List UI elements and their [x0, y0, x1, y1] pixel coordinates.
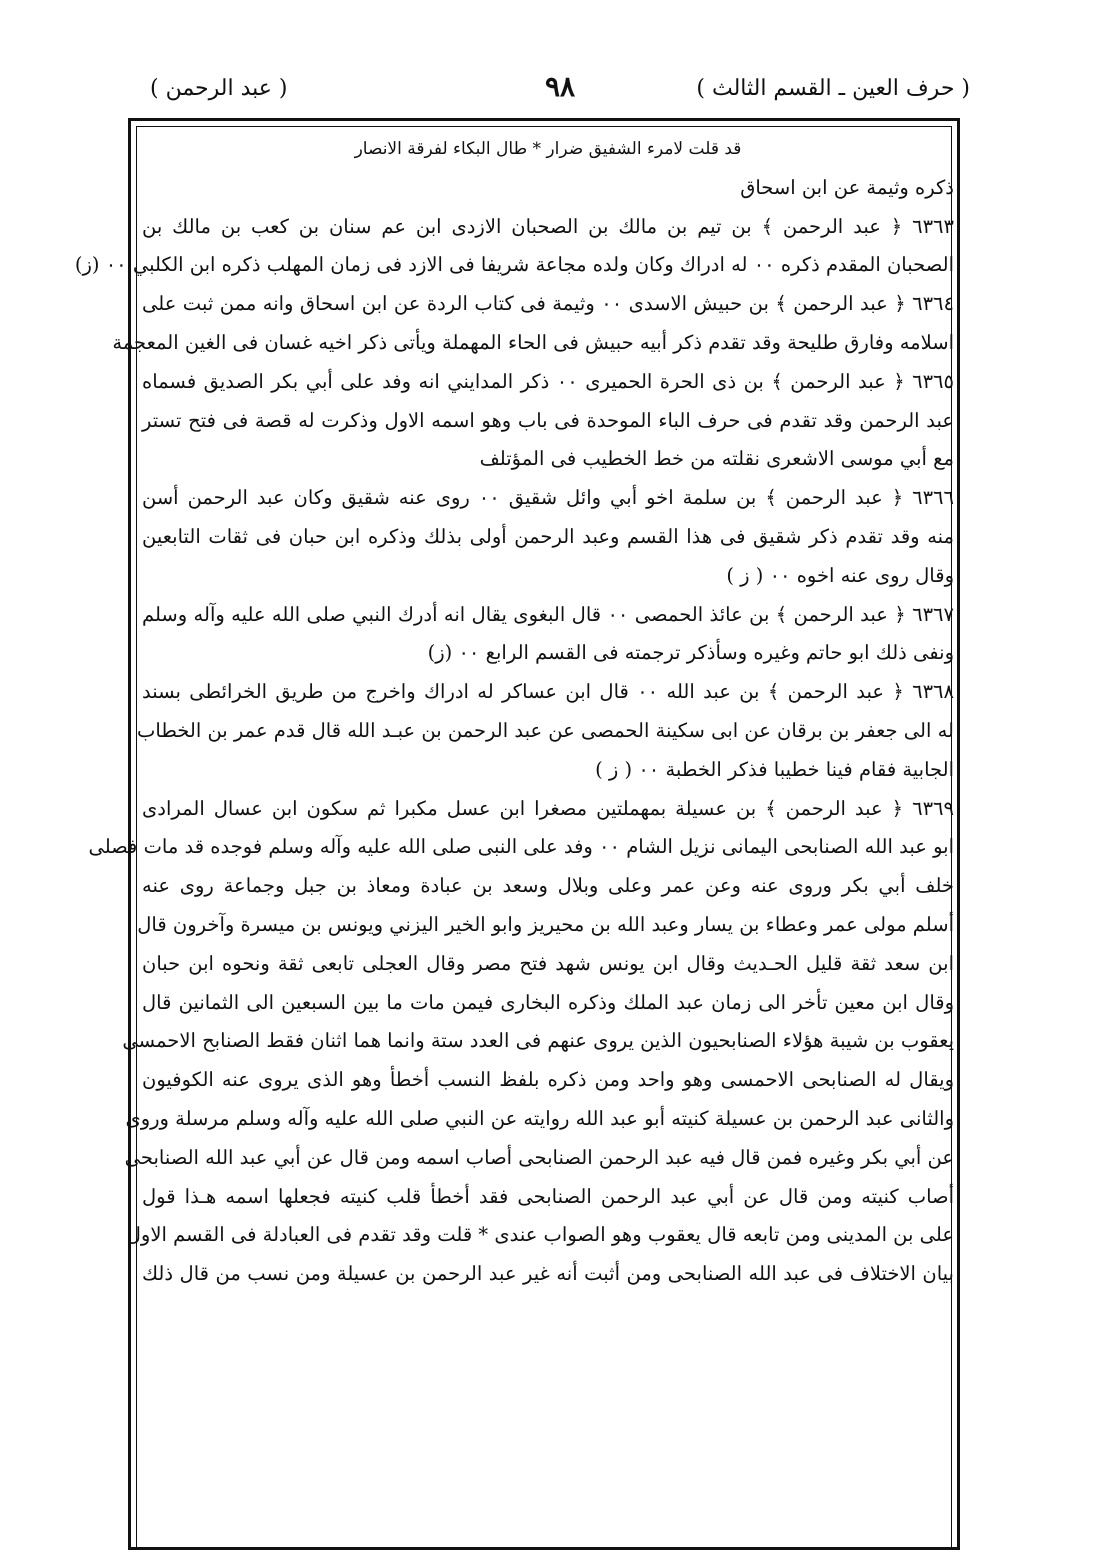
text-line: مع أبي موسى الاشعرى نقلته من خط الخطيب فى المؤتلف	[479, 447, 954, 471]
page-header	[150, 70, 970, 120]
text-line: ٦٣٦٣ ﴿ عبد الرحمن ﴾ بن تيم بن مالك بن الصحبان الازدى ابن عم سنان بن كعب بن مالك بن	[142, 214, 954, 238]
text-line: قد قلت لامرء الشفيق ضرار * طال البكاء لفرقة الانصار	[354, 139, 742, 159]
text-line: وقال روى عنه اخوه ٠٠ ( ز )	[726, 563, 954, 587]
text-line: على بن المدينى ومن تابعه قال يعقوب وهو الصواب عندى * قلت وقد تقدم فى العبادلة فى القسم الاول	[126, 1223, 954, 1247]
text-line: ٦٣٦٧ ﴿ عبد الرحمن ﴾ بن عائذ الحمصى ٠٠ قال البغوى يقال انه أدرك النبي صلى الله عليه وآله وسلم	[142, 602, 954, 626]
text-line: له الى جعفر بن برقان عن ابى سكينة الحمصى عن عبد الرحمن بن عبـد الله قال قدم عمر بن الخطاب	[137, 718, 954, 742]
text-line: ذكره وثيمة عن ابن اسحاق	[740, 175, 954, 199]
text-line: عبد الرحمن وقد تقدم فى حرف الباء الموحدة فى باب وهو اسمه الاول وذكرت له قصة فى فتح تستر	[142, 408, 954, 432]
text-line: يعقوب بن شيبة هؤلاء الصنابحيون الذين يروى عنهم فى العدد ستة وانما هما اثنان فقط الصنابح الاحمسى	[122, 1029, 954, 1053]
text-line: ٦٣٦٤ ﴿ عبد الرحمن ﴾ بن حبيش الاسدى ٠٠ وثيمة فى كتاب الردة عن ابن اسحاق وانه ممن ثبت على	[142, 292, 954, 316]
text-line: ٦٣٦٥ ﴿ عبد الرحمن ﴾ بن ذى الحرة الحميرى ٠٠ ذكر المدايني انه وفد على أبي بكر الصديق فسماه	[142, 369, 954, 393]
text-line: الصحبان المقدم ذكره ٠٠ له ادراك وكان ولده مجاعة شريفا فى الازد فى زمان المهلب ذكره ابن الكلبي ٠٠ (ز)	[74, 253, 954, 277]
text-line: ويقال له الصنابحى الاحمسى وهو واحد ومن ذكره بلفظ النسب أخطأ وهو الذى يروى عنه الكوفيون	[142, 1068, 954, 1092]
entry-heading: ( عبد الرحمن )	[150, 76, 288, 101]
text-line: خلف أبي بكر وروى عنه وعن عمر وعلى وبلال وسعد بن عبادة ومعاذ بن جبل وجماعة روى عنه	[142, 874, 954, 898]
text-line: أسلم مولى عمر وعطاء بن يسار وعبد الله بن محيريز وابو الخير اليزني ويونس بن ميسرة وآخرون قال	[137, 912, 954, 936]
text-line: ونفى ذلك ابو حاتم وغيره وسأذكر ترجمته فى القسم الرابع ٠٠ (ز)	[427, 641, 954, 665]
text-line: ابو عبد الله الصنابحى اليمانى نزيل الشام ٠٠ وفد على النبى صلى الله عليه وآله وسلم فوجده قد مات فصلى	[88, 835, 954, 859]
text-line: منه وقد تقدم ذكر شقيق فى هذا القسم وعبد الرحمن أولى بذلك وذكره ابن حبان فى ثقات التابعين	[142, 524, 954, 548]
text-line: ابن سعد ثقة قليل الحـديث وقال ابن يونس شهد فتح مصر وقال العجلى تابعى ثقة ونحوه ابن حبان	[142, 951, 954, 975]
text-line: أصاب كنيته ومن قال عن أبي عبد الرحمن الصنابحى فقد أخطأ قلب كنيته فجعلها اسمه هـذا قول	[142, 1184, 954, 1208]
text-line: الجابية فقام فينا خطيبا فذكر الخطبة ٠٠ ( ز )	[595, 757, 954, 781]
text-line: ٦٣٦٩ ﴿ عبد الرحمن ﴾ بن عسيلة بمهملتين مصغرا ابن عسل مكبرا ثم سكون ابن عسال المرادى	[142, 796, 954, 820]
text-line: وقال ابن معين تأخر الى زمان عبد الملك وذكره البخارى فيمن مات ما بين السبعين الى الثمانين قال	[142, 990, 954, 1014]
text-line: ٦٣٦٦ ﴿ عبد الرحمن ﴾ بن سلمة اخو أبي وائل شقيق ٠٠ روى عنه شقيق وكان عبد الرحمن أسن	[142, 486, 954, 510]
text-line: ٦٣٦٨ ﴿ عبد الرحمن ﴾ بن عبد الله ٠٠ قال ابن عساكر له ادراك واخرج من طريق الخرائطى بسند	[142, 680, 954, 704]
text-line: عن أبي بكر وغيره فمن قال فيه عبد الرحمن الصنابحى أصاب اسمه ومن قال عن أبي عبد الله الصنابحى	[124, 1145, 954, 1169]
text-line: اسلامه وفارق طليحة وقد تقدم ذكر أبيه حبيش فى الحاء المهملة ويأتى ذكر اخيه غسان فى الغين المعجمة	[112, 330, 954, 354]
chapter-heading: ( حرف العين ـ القسم الثالث )	[696, 76, 970, 101]
text-line: بيان الاختلاف فى عبد الله الصنابحى ومن أثبت أنه غير عبد الرحمن بن عسيلة ومن نسب من قال ذلك	[142, 1262, 954, 1286]
page-body	[74, 130, 954, 1294]
text-line: والثانى عبد الرحمن بن عسيلة كنيته أبو عبد الله روايته عن النبي صلى الله عليه وآله وسلم مرسلة وروى	[125, 1106, 954, 1130]
page-number: ٩٨	[544, 70, 576, 103]
